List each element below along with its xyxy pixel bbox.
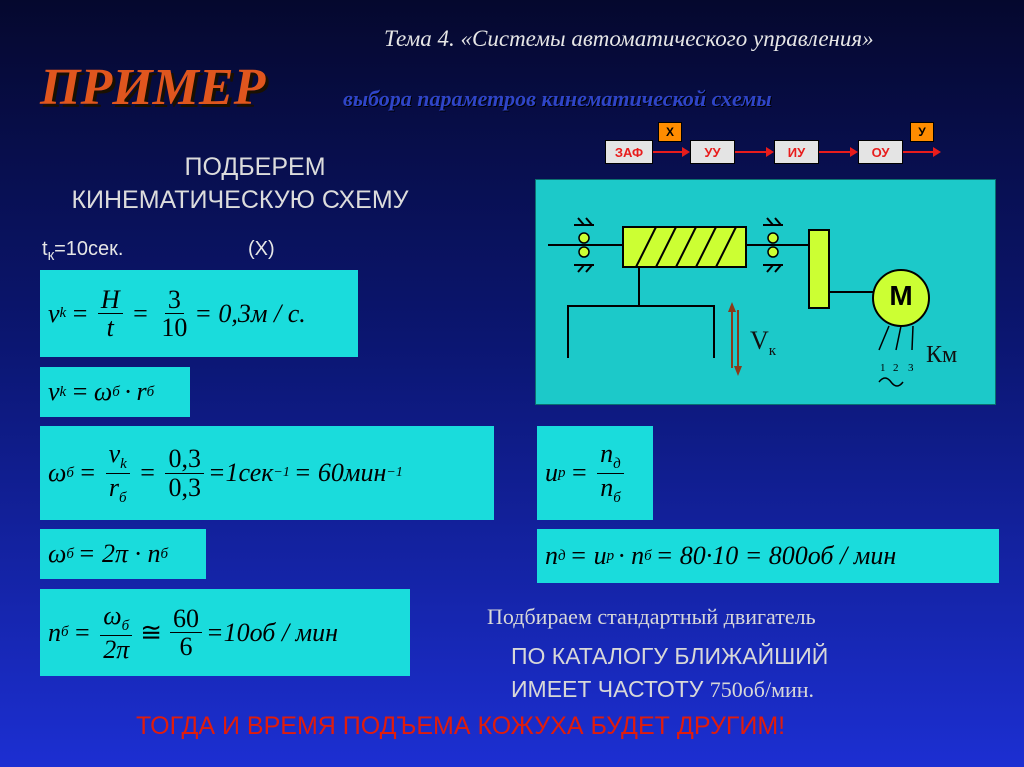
- flow-block-uu: УУ: [690, 140, 735, 164]
- topic-line: Тема 4. «Системы автоматического управления»: [384, 26, 874, 51]
- f3-den: 0,3: [168, 472, 201, 502]
- catalog-text-2: [511, 676, 814, 703]
- f6-n2: n: [600, 472, 614, 502]
- f1-k: k: [59, 305, 67, 321]
- f4-rhs: = 2π · n: [77, 539, 161, 568]
- time-subscript: к: [47, 247, 55, 264]
- f1-eq1: =: [66, 298, 94, 328]
- f5-six: 6: [179, 632, 193, 661]
- formula-nb: [40, 589, 410, 676]
- f2-dot: ·: [123, 377, 133, 406]
- f1-ten: 10: [161, 313, 188, 342]
- f2-r: r: [136, 377, 147, 406]
- f6-p: р: [558, 464, 566, 481]
- f5-frac2: [170, 605, 202, 661]
- catalog-freq: 750об/мин.: [709, 677, 815, 702]
- input-tag-x: Х: [658, 122, 682, 142]
- formula-up: [537, 426, 653, 520]
- f4-b: б: [66, 545, 74, 562]
- f6-u: u: [545, 458, 558, 487]
- f6-eq: =: [565, 458, 594, 487]
- f3-b: б: [66, 464, 74, 481]
- f3-k: k: [120, 455, 127, 472]
- f4-omega: ω: [48, 539, 67, 568]
- formula-vk-omega: [40, 367, 190, 417]
- flow-block-zaf: ЗАФ: [605, 140, 653, 164]
- lead-screw: [623, 227, 746, 267]
- f3-b2: б: [118, 489, 127, 506]
- f1-t: t: [106, 313, 114, 342]
- f2-omega: ω: [93, 377, 113, 406]
- slide-subtitle: выбора параметров кинематической схемы: [343, 86, 772, 111]
- catalog-text-2-caps: ИМЕЕТ ЧАСТОТУ: [511, 676, 704, 702]
- velocity-symbol: V: [750, 326, 769, 355]
- velocity-subscript: к: [768, 343, 777, 360]
- f5-b2: б: [121, 618, 130, 635]
- time-value: =10сек.: [54, 238, 124, 260]
- f3-exp2: −1: [386, 465, 403, 480]
- f3-result2: = 60мин: [293, 458, 387, 487]
- f6-d: д: [613, 455, 621, 472]
- f2-v: v: [48, 377, 60, 406]
- f2-k: k: [59, 383, 67, 400]
- heading-line-2: КИНЕМАТИЧЕСКУЮ СХЕМУ: [71, 186, 409, 214]
- f3-omega: ω: [48, 458, 67, 487]
- terminal-label-3: 3: [908, 362, 914, 374]
- f5-frac1: [100, 602, 132, 663]
- casing: [568, 306, 714, 358]
- f5-sixty: 60: [170, 605, 202, 633]
- f1-H: H: [98, 286, 123, 314]
- f7-dot: · n: [618, 541, 645, 570]
- slide-title: ПРИМЕР: [40, 59, 266, 116]
- f3-eq1: =: [73, 458, 102, 487]
- f4-b2: б: [160, 545, 169, 562]
- f2-b: б: [112, 383, 120, 400]
- f5-result: =10об / мин: [206, 617, 339, 647]
- f1-eq2: =: [126, 298, 155, 328]
- pick-motor-text: Подбираем стандартный двигатель: [487, 604, 816, 629]
- conclusion-text: ТОГДА И ВРЕМЯ ПОДЪЕМА КОЖУХА БУДЕТ ДРУГИМ!: [136, 712, 786, 740]
- formula-nd: [537, 529, 999, 583]
- gear: [809, 230, 829, 308]
- flow-block-iu: ИУ: [774, 140, 819, 164]
- heading-line-1: ПОДБЕРЕМ: [184, 153, 326, 181]
- formula-omega-2pi: [40, 529, 206, 579]
- formula-velocity: [40, 270, 358, 357]
- f1-result: = 0,3м / с.: [194, 298, 306, 328]
- f3-frac1: [106, 440, 130, 507]
- f3-r: r: [108, 472, 119, 502]
- f1-frac2: [158, 286, 190, 342]
- f5-eq1: =: [68, 617, 97, 647]
- f3-result1: =1сек: [207, 458, 274, 487]
- f5-omega: ω: [103, 600, 122, 630]
- f7-mid: = u: [569, 541, 607, 570]
- f5-approx: ≅: [140, 617, 163, 647]
- f7-result: = 80·10 = 800об / мин: [655, 541, 897, 570]
- catalog-text-1: ПО КАТАЛОГУ БЛИЖАЙШИЙ: [511, 643, 829, 669]
- flow-block-ou: ОУ: [858, 140, 903, 164]
- f7-p: р: [606, 547, 615, 564]
- velocity-label: [750, 326, 776, 360]
- f3-frac2: [165, 445, 204, 501]
- motor-terminals: [879, 326, 913, 386]
- f3-num: 0,3: [165, 445, 204, 473]
- terminal-label-1: 1: [880, 362, 886, 374]
- time-given: [42, 238, 123, 264]
- f3-eq2: =: [133, 458, 162, 487]
- km-label: Км: [926, 342, 958, 368]
- time-symbol: t: [42, 238, 48, 260]
- f7-n: n: [545, 541, 558, 570]
- f3-exp1: −1: [273, 465, 290, 480]
- kinematic-drawing: [536, 180, 997, 406]
- kinematic-diagram: [535, 179, 996, 405]
- output-tag-y: У: [910, 122, 934, 142]
- f1-frac1: [98, 286, 123, 342]
- f5-n: n: [48, 617, 61, 647]
- f7-b: б: [644, 547, 652, 564]
- f2-b2: б: [146, 383, 155, 400]
- f1-v: v: [48, 298, 60, 328]
- f3-v: v: [108, 438, 121, 468]
- f5-twopi: 2π: [103, 634, 130, 664]
- f1-three: 3: [165, 286, 184, 314]
- f6-n1: n: [600, 438, 614, 468]
- f5-b: б: [61, 624, 69, 640]
- f7-d: д: [558, 547, 566, 564]
- control-flow-diagram: [600, 120, 945, 175]
- motor-label: М: [889, 280, 913, 311]
- f2-eq: =: [66, 377, 94, 406]
- input-variable: (Х): [248, 238, 275, 260]
- f6-b: б: [613, 489, 621, 506]
- formula-omega: [40, 426, 494, 520]
- f6-frac: [597, 440, 624, 507]
- terminal-label-2: 2: [893, 362, 899, 374]
